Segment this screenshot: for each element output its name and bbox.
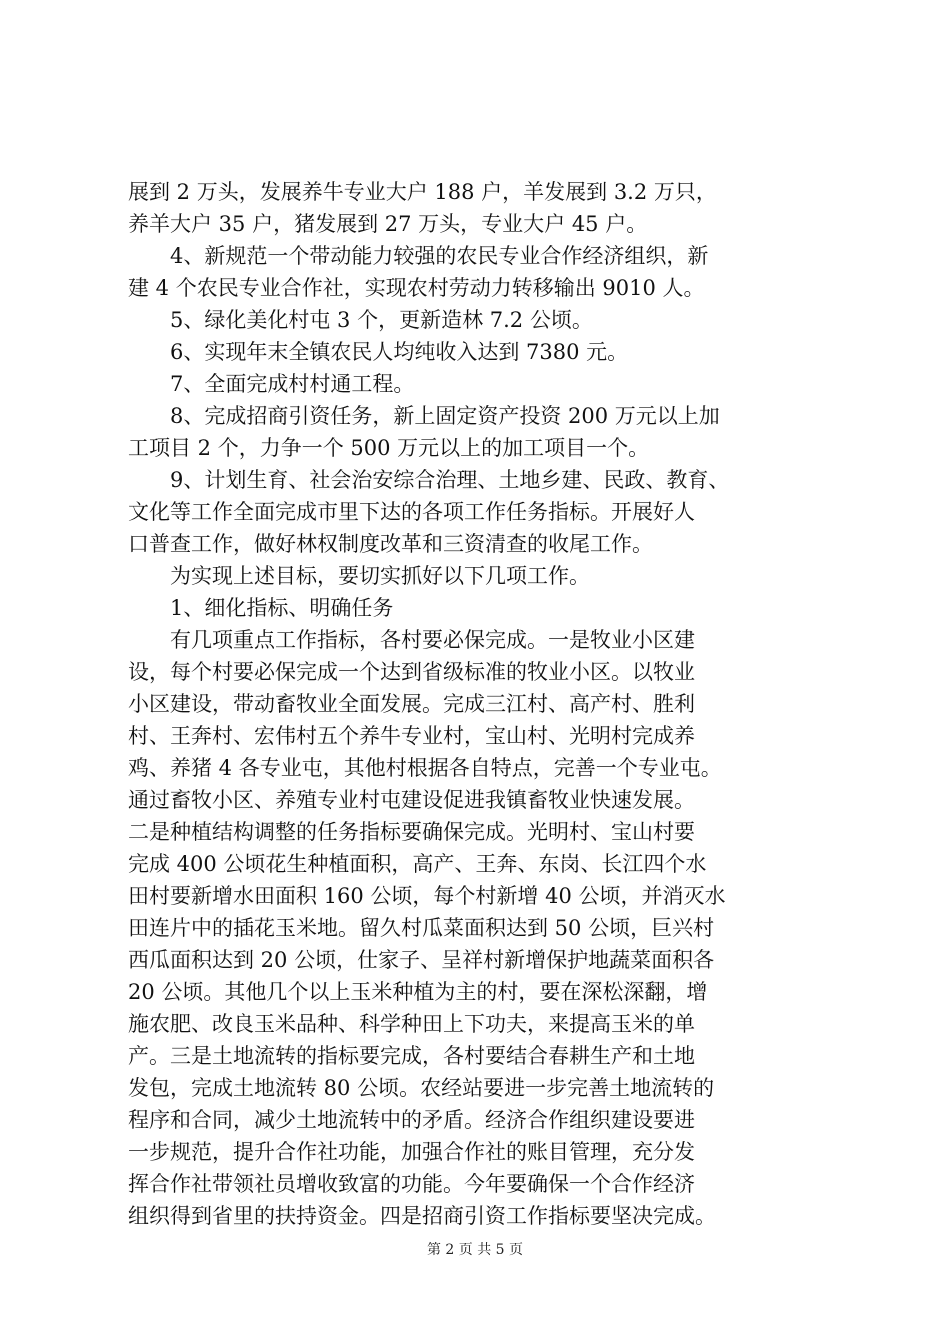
text-line: 设，每个村要必保完成一个达到省级标准的牧业小区。以牧业: [128, 660, 695, 684]
text-line: 完成 400 公顷花生种植面积，高产、王奔、东岗、长江四个水: [128, 852, 707, 876]
text-line: 7、全面完成村村通工程。: [128, 372, 415, 396]
text-line: 西瓜面积达到 20 公顷，仕家子、呈祥村新增保护地蔬菜面积各: [128, 948, 715, 972]
text-line: 产。三是土地流转的指标要完成，各村要结合春耕生产和土地: [128, 1044, 695, 1068]
text-line: 小区建设，带动畜牧业全面发展。完成三江村、高产村、胜利: [128, 692, 695, 716]
body-text: [128, 176, 830, 1232]
text-line: 为实现上述目标，要切实抓好以下几项工作。: [128, 564, 590, 588]
text-line: 建 4 个农民专业合作社，实现农村劳动力转移输出 9010 人。: [128, 276, 705, 300]
text-line: 4、新规范一个带动能力较强的农民专业合作经济组织，新: [128, 244, 709, 268]
text-line: 展到 2 万头，发展养牛专业大户 188 户，羊发展到 3.2 万只，: [128, 180, 717, 204]
text-line: 9、计划生育、社会治安综合治理、土地乡建、民政、教育、: [128, 468, 730, 492]
text-line: 二是种植结构调整的任务指标要确保完成。光明村、宝山村要: [128, 820, 695, 844]
text-line: 程序和合同，减少土地流转中的矛盾。经济合作组织建设要进: [128, 1108, 695, 1132]
text-line: 挥合作社带领社员增收致富的功能。今年要确保一个合作经济: [128, 1172, 695, 1196]
text-line: 工项目 2 个，力争一个 500 万元以上的加工项目一个。: [128, 436, 650, 460]
text-line: 鸡、养猪 4 各专业屯，其他村根据各自特点，完善一个专业屯。: [128, 756, 722, 780]
text-line: 8、完成招商引资任务，新上固定资产投资 200 万元以上加: [128, 404, 720, 428]
page-footer: 第 2 页 共 5 页: [426, 1242, 524, 1258]
text-line: 村、王奔村、宏伟村五个养牛专业村，宝山村、光明村完成养: [128, 724, 695, 748]
text-line: 发包，完成土地流转 80 公顷。农经站要进一步完善土地流转的: [128, 1076, 715, 1100]
text-line: 组织得到省里的扶持资金。四是招商引资工作指标要坚决完成。: [128, 1204, 716, 1228]
text-line: 5、绿化美化村屯 3 个，更新造林 7.2 公顷。: [128, 308, 593, 332]
text-line: 1、细化指标、明确任务: [128, 596, 394, 620]
text-line: 田连片中的插花玉米地。留久村瓜菜面积达到 50 公顷，巨兴村: [128, 916, 715, 940]
text-line: 通过畜牧小区、养殖专业村屯建设促进我镇畜牧业快速发展。: [128, 788, 695, 812]
text-line: 有几项重点工作指标，各村要必保完成。一是牧业小区建: [128, 628, 695, 652]
text-line: 一步规范，提升合作社功能，加强合作社的账目管理，充分发: [128, 1140, 695, 1164]
text-line: 养羊大户 35 户，猪发展到 27 万头，专业大户 45 户。: [128, 212, 648, 236]
text-line: 6、实现年末全镇农民人均纯收入达到 7380 元。: [128, 340, 629, 364]
text-line: 20 公顷。其他几个以上玉米种植为主的村，要在深松深翻，增: [128, 980, 708, 1004]
text-line: 田村要新增水田面积 160 公顷，每个村新增 40 公顷，并消灭水: [128, 884, 726, 908]
text-line: 施农肥、改良玉米品种、科学种田上下功夫，来提高玉米的单: [128, 1012, 695, 1036]
text-line: 口普查工作，做好林权制度改革和三资清查的收尾工作。: [128, 532, 653, 556]
text-line: 文化等工作全面完成市里下达的各项工作任务指标。开展好人: [128, 500, 695, 524]
